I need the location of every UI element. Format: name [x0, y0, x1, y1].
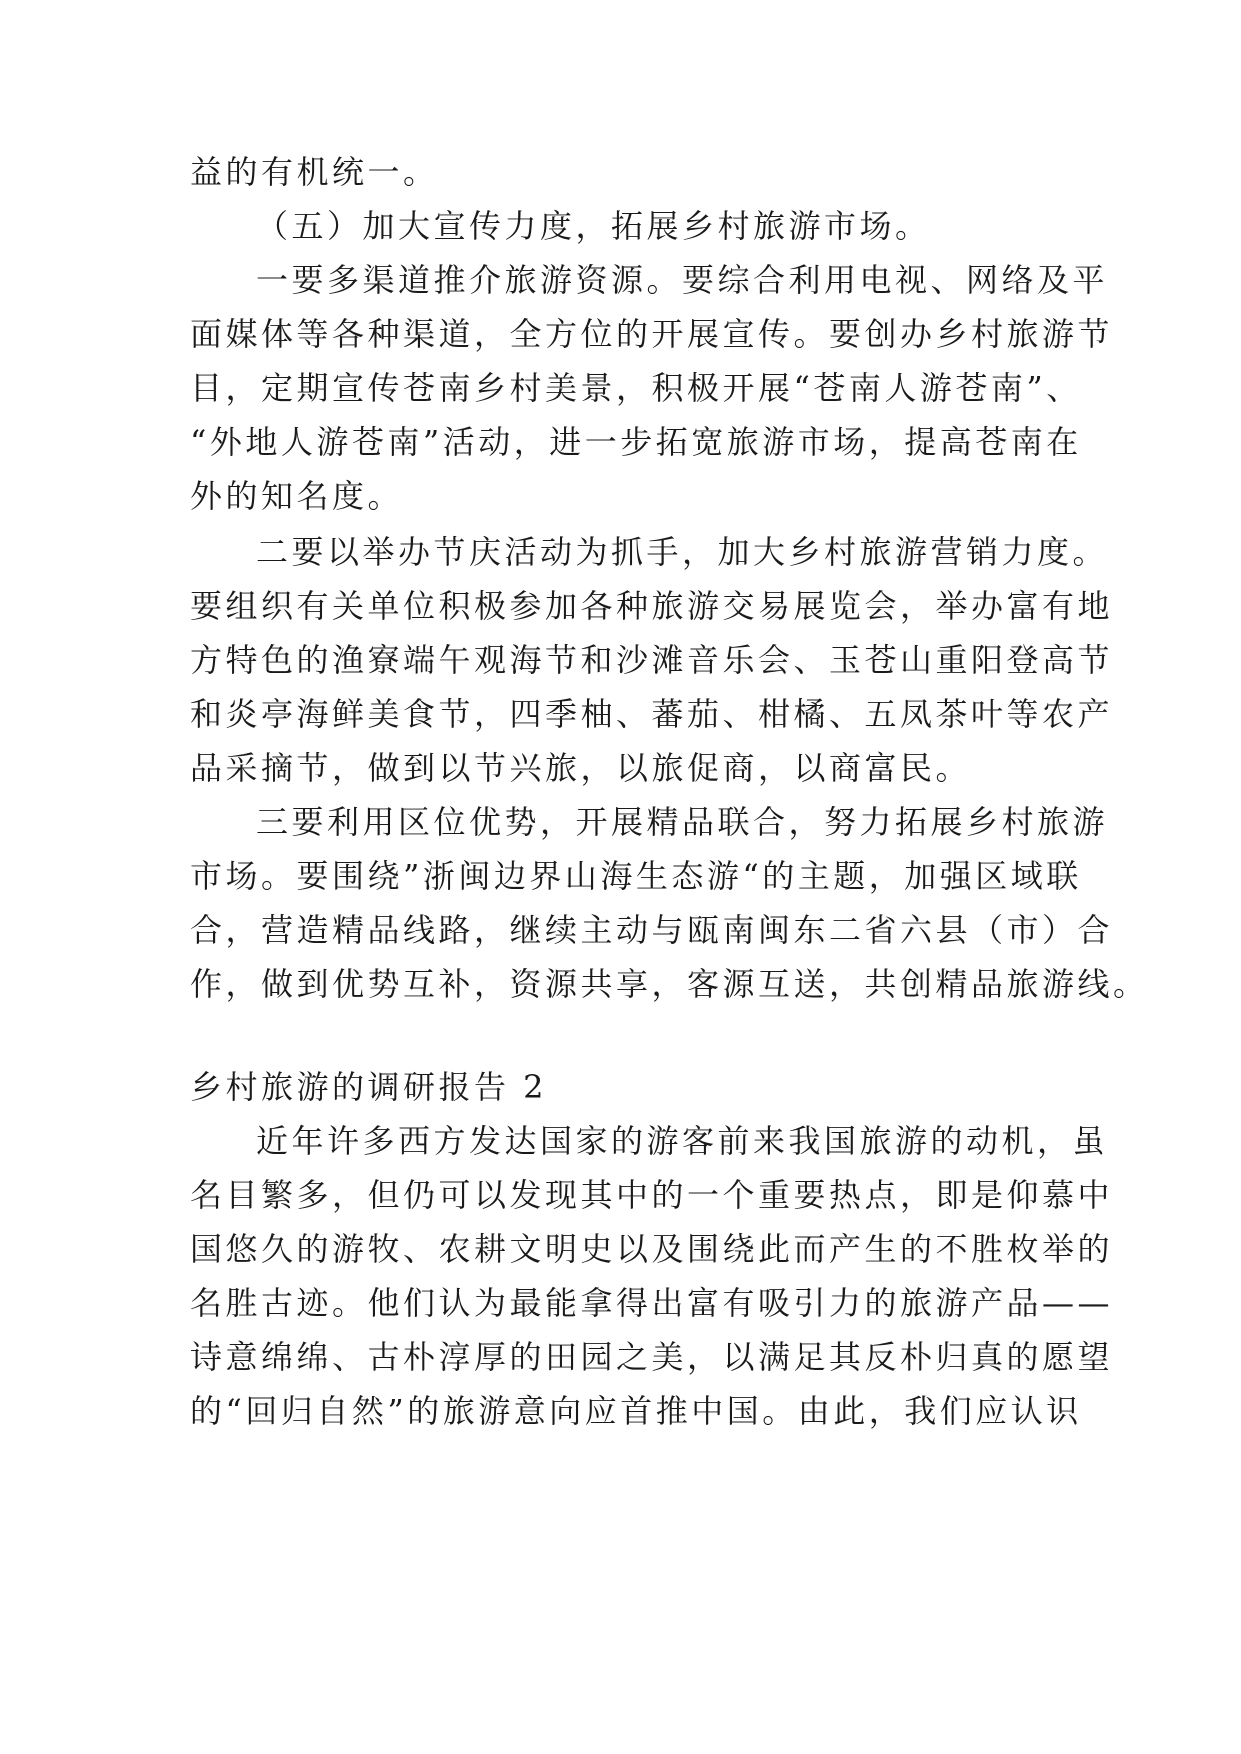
- text-line: 益的有机统一。: [190, 153, 439, 191]
- text-line: 市场。要围绕”浙闽边界山海生态游“的主题，加强区域联: [190, 857, 1082, 895]
- text-line: 三要利用区位优势，开展精品联合，努力拓展乡村旅游: [256, 803, 1109, 841]
- text-line: “外地人游苍南”活动，进一步拓宽旅游市场，提高苍南在: [190, 423, 1082, 461]
- report-title: 乡村旅游的调研报告 2: [190, 1068, 548, 1106]
- text-line: 要组织有关单位积极参加各种旅游交易展览会，举办富有地: [190, 587, 1114, 625]
- text-line: 国悠久的游牧、农耕文明史以及围绕此而产生的不胜枚举的: [190, 1230, 1114, 1268]
- text-line: 诗意绵绵、古朴淳厚的田园之美，以满足其反朴归真的愿望: [190, 1338, 1114, 1376]
- section-heading: （五）加大宣传力度，拓展乡村旅游市场。: [256, 207, 931, 245]
- text-line: 目，定期宣传苍南乡村美景，积极开展“苍南人游苍南”、: [190, 369, 1082, 407]
- text-line: 和炎亭海鲜美食节，四季柚、蕃茄、柑橘、五凤茶叶等农产: [190, 695, 1114, 733]
- text-line: 一要多渠道推介旅游资源。要综合利用电视、网络及平: [256, 261, 1109, 299]
- text-line: 外的知名度。: [190, 477, 404, 515]
- text-line: 作，做到优势互补，资源共享，客源互送，共创精品旅游线。: [190, 965, 1149, 1003]
- text-line: 名目繁多，但仍可以发现其中的一个重要热点，即是仰慕中: [190, 1176, 1114, 1214]
- text-line: 合，营造精品线路，继续主动与瓯南闽东二省六县（市）合: [190, 911, 1114, 949]
- text-line: 方特色的渔寮端午观海节和沙滩音乐会、玉苍山重阳登高节: [190, 641, 1114, 679]
- text-line: 面媒体等各种渠道，全方位的开展宣传。要创办乡村旅游节: [190, 315, 1114, 353]
- text-line: 的“回归自然”的旅游意向应首推中国。由此，我们应认识: [190, 1392, 1082, 1430]
- text-line: 近年许多西方发达国家的游客前来我国旅游的动机，虽: [256, 1122, 1109, 1160]
- text-line: 二要以举办节庆活动为抓手，加大乡村旅游营销力度。: [256, 533, 1109, 571]
- text-line: 品采摘节，做到以节兴旅，以旅促商，以商富民。: [190, 749, 972, 787]
- text-line: 名胜古迹。他们认为最能拿得出富有吸引力的旅游产品——: [190, 1284, 1114, 1322]
